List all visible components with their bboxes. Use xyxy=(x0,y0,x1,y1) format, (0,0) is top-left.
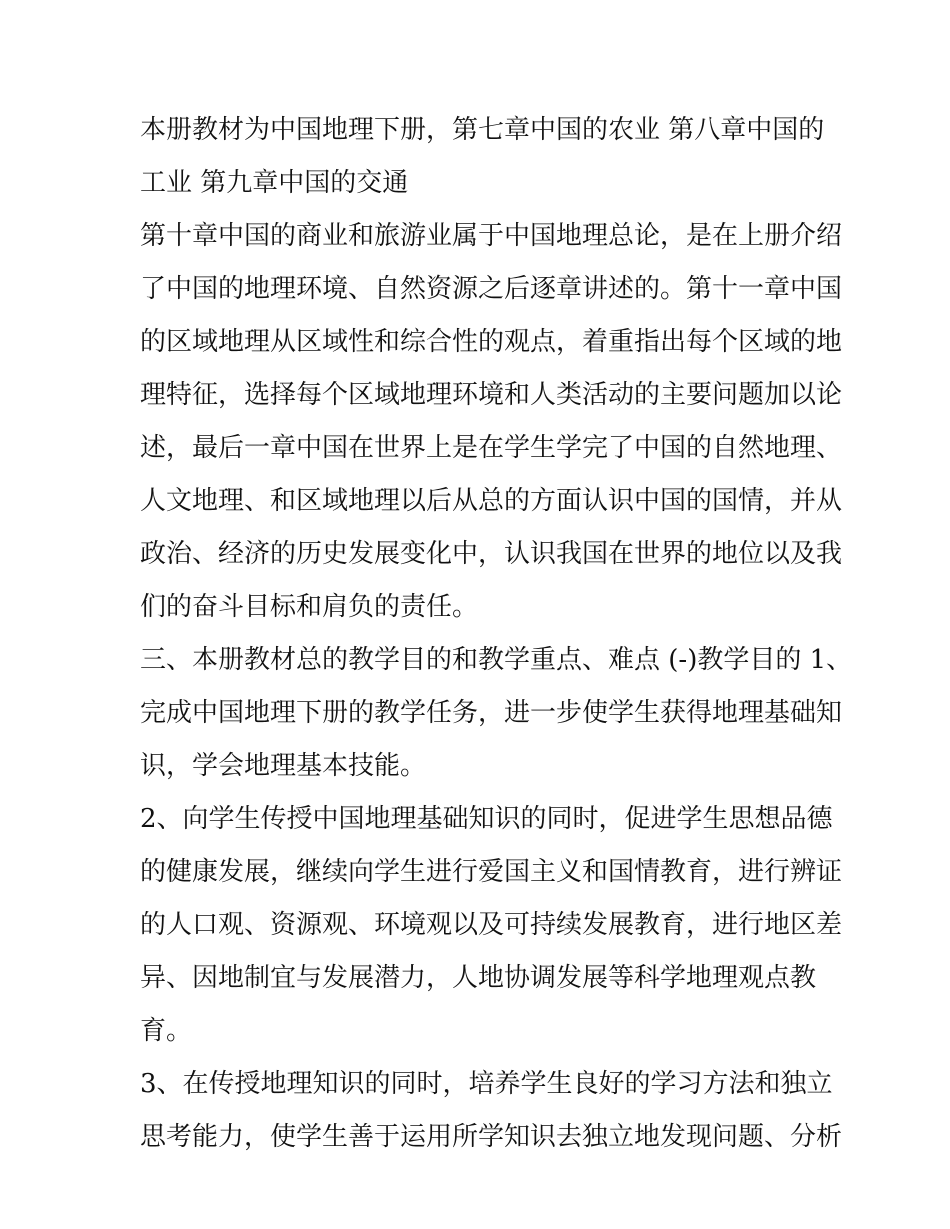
text-line: 思考能力，使学生善于运用所学知识去独立地发现问题、分析 xyxy=(140,1122,843,1152)
text-line: 育。 xyxy=(140,1016,193,1046)
text-line: 们的奋斗目标和肩负的责任。 xyxy=(140,592,479,622)
paragraph-teaching-goals xyxy=(140,634,853,793)
paragraph-chapters-intro xyxy=(140,104,825,210)
text-line: 2、向学生传授中国地理基础知识的同时，促进学生思想品德 xyxy=(140,804,833,834)
text-line: 本册教材为中国地理下册，第七章中国的农业 第八章中国的 xyxy=(140,115,825,145)
text-line: 的健康发展，继续向学生进行爱国主义和国情教育，进行辨证 xyxy=(140,857,843,887)
text-line: 述，最后一章中国在世界上是在学生学完了中国的自然地理、 xyxy=(140,433,843,463)
text-line: 异、因地制宜与发展潜力，人地协调发展等科学地理观点教 xyxy=(140,963,817,993)
text-line: 第十章中国的商业和旅游业属于中国地理总论，是在上册介绍 xyxy=(140,221,843,251)
text-line: 三、本册教材总的教学目的和教学重点、难点 (-)教学目的 1、 xyxy=(140,645,853,675)
text-line: 识，学会地理基本技能。 xyxy=(140,751,427,781)
text-line: 的人口观、资源观、环境观以及可持续发展教育，进行地区差 xyxy=(140,910,843,940)
text-line: 工业 第九章中国的交通 xyxy=(140,168,409,198)
text-line: 政治、经济的历史发展变化中，认识我国在世界的地位以及我 xyxy=(140,539,843,569)
paragraph-chapters-detail xyxy=(140,210,843,634)
document-body xyxy=(140,104,853,1164)
text-line: 人文地理、和区域地理以后从总的方面认识中国的国情，并从 xyxy=(140,486,843,516)
paragraph-goal-3 xyxy=(140,1058,843,1164)
text-line: 的区域地理从区域性和综合性的观点，着重指出每个区域的地 xyxy=(140,327,843,357)
text-line: 理特征，选择每个区域地理环境和人类活动的主要问题加以论 xyxy=(140,380,843,410)
text-line: 完成中国地理下册的教学任务，进一步使学生获得地理基础知 xyxy=(140,698,843,728)
paragraph-goal-2 xyxy=(140,793,843,1058)
text-line: 了中国的地理环境、自然资源之后逐章讲述的。第十一章中国 xyxy=(140,274,843,304)
text-line: 3、在传授地理知识的同时，培养学生良好的学习方法和独立 xyxy=(140,1069,833,1099)
